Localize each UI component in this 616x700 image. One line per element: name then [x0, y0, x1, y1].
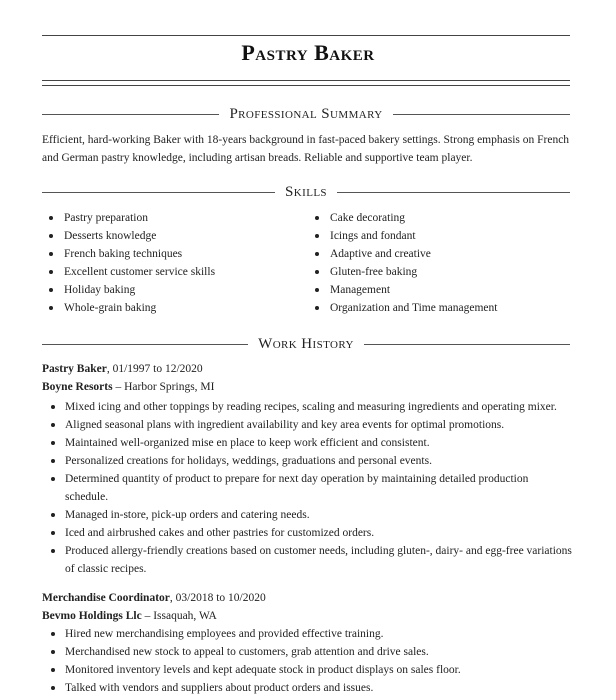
- job-title: Pastry Baker: [42, 363, 107, 375]
- summary-heading: [42, 104, 570, 124]
- skill-item: Pastry preparation: [42, 209, 302, 227]
- job-company: Bevmo Holdings Llc: [42, 610, 142, 622]
- skills-list-left: [42, 209, 302, 317]
- name-rule-top: [42, 80, 570, 81]
- job-dates: , 03/2018 to 10/2020: [169, 592, 266, 604]
- skill-item: French baking techniques: [42, 245, 302, 263]
- skill-item: Management: [308, 281, 570, 299]
- duty-item: Determined quantity of product to prepare for next day operation by maintaining detailed production schedule.: [42, 470, 572, 506]
- job-title-line: [42, 589, 266, 607]
- skill-item: Icings and fondant: [308, 227, 570, 245]
- skill-item: Whole-grain baking: [42, 299, 302, 317]
- name-rule-bottom: [42, 85, 570, 86]
- skill-item: Holiday baking: [42, 281, 302, 299]
- job-dates: , 01/1997 to 12/2020: [106, 363, 203, 375]
- skill-item: Cake decorating: [308, 209, 570, 227]
- skill-item: Desserts knowledge: [42, 227, 302, 245]
- job-duties-list: [42, 625, 572, 697]
- duty-item: Managed in-store, pick-up orders and catering needs.: [42, 506, 572, 524]
- skill-item: Organization and Time management: [308, 299, 570, 317]
- job-location: – Harbor Springs, MI: [112, 381, 215, 393]
- duty-item: Merchandised new stock to appeal to customers, grab attention and drive sales.: [42, 643, 572, 661]
- duty-item: Maintained well-organized mise en place to keep work efficient and consistent.: [42, 434, 572, 452]
- duty-item: Personalized creations for holidays, weddings, graduations and personal events.: [42, 452, 572, 470]
- work-heading-text: Work History: [258, 335, 354, 352]
- duty-item: Talked with vendors and suppliers about product orders and issues.: [42, 679, 572, 697]
- job-company-line: [42, 378, 215, 396]
- top-rule: [42, 35, 570, 36]
- duty-item: Mixed icing and other toppings by reading recipes, scaling and measuring ingredients and operating mixer.: [42, 398, 572, 416]
- work-heading: [42, 334, 570, 354]
- skill-item: Adaptive and creative: [308, 245, 570, 263]
- skill-item: Gluten-free baking: [308, 263, 570, 281]
- job-company-line: [42, 607, 217, 625]
- job-location: – Issaquah, WA: [141, 610, 217, 622]
- summary-text: Efficient, hard-working Baker with 18-years background in fast-paced bakery settings. Strong emphasis on French and German pastry knowledge, including artisan breads. Reliable and supportive team player.: [42, 134, 570, 164]
- duty-item: Aligned seasonal plans with ingredient availability and key area events for optimal promotions.: [42, 416, 572, 434]
- job-company: Boyne Resorts: [42, 381, 113, 393]
- skill-item: Excellent customer service skills: [42, 263, 302, 281]
- duty-item: Hired new merchandising employees and provided effective training.: [42, 625, 572, 643]
- duty-item: Iced and airbrushed cakes and other pastries for customized orders.: [42, 524, 572, 542]
- skills-heading: [42, 182, 570, 202]
- skills-heading-text: Skills: [285, 183, 327, 200]
- job-title: Merchandise Coordinator: [42, 592, 170, 604]
- summary-heading-text: Professional Summary: [229, 105, 383, 122]
- job-title-line: [42, 360, 203, 378]
- duty-item: Monitored inventory levels and kept adequate stock in product displays on sales floor.: [42, 661, 572, 679]
- resume-name: Pastry Baker: [241, 40, 375, 65]
- skills-list-right: [308, 209, 570, 317]
- job-duties-list: [42, 398, 572, 578]
- duty-item: Produced allergy-friendly creations based on customer needs, including gluten-, dairy- and egg-free variations of classic recipes.: [42, 542, 572, 578]
